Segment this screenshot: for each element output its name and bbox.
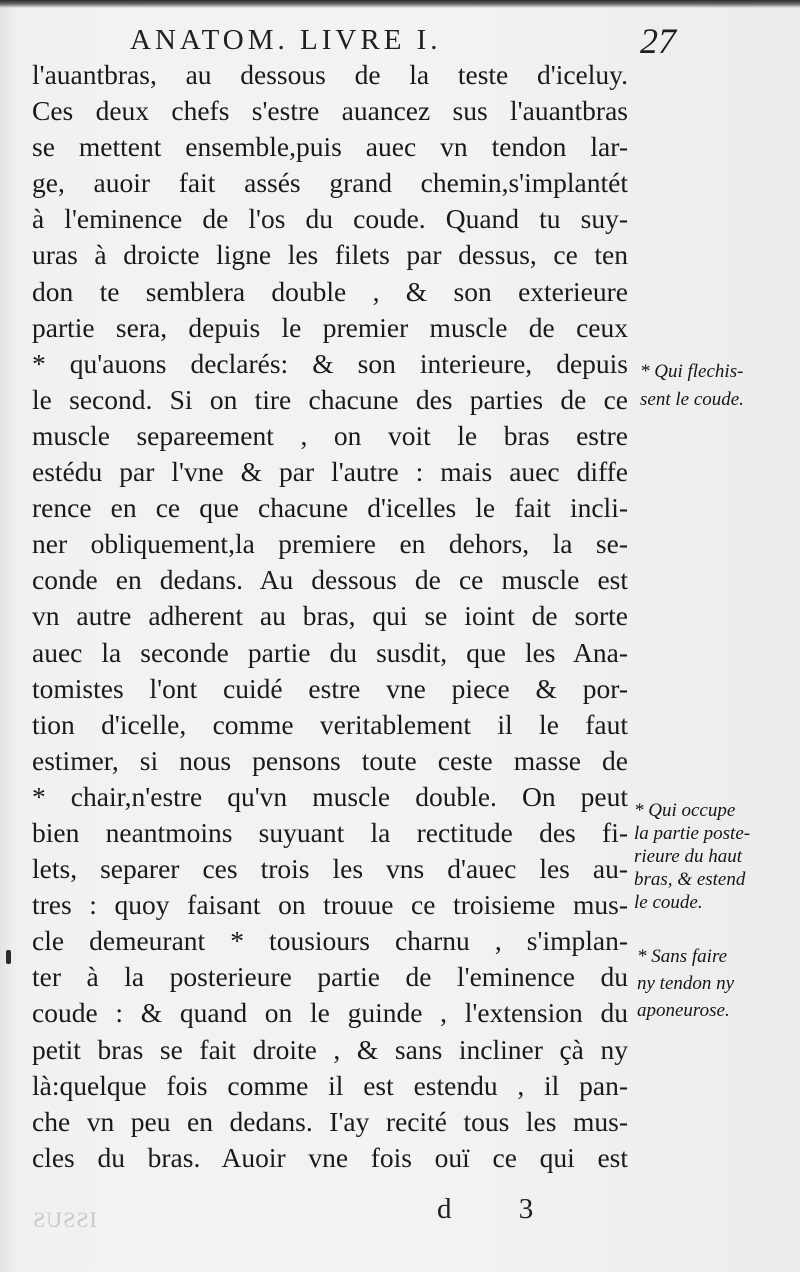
margin-note-line: aponeurose.: [637, 1000, 730, 1021]
show-through-text: ISSUS: [32, 1207, 97, 1232]
page-number: 27: [640, 21, 676, 61]
page-edge-shadow: [0, 0, 800, 8]
text-line: bien neantmoins suyuant la rectitude des fi-: [32, 816, 628, 848]
margin-note-3: [637, 943, 734, 1024]
text-line: partie sera, depuis le premier muscle de ceux: [32, 311, 628, 343]
text-line: à l'eminence de l'os du coude. Quand tu suy-: [32, 203, 628, 235]
text-line: se mettent ensemble,puis auec vn tendon lar-: [32, 131, 628, 163]
text-line: uras à droicte ligne les filets par dessus, ce ten: [32, 239, 628, 271]
text-line: l'auantbras, au dessous de la teste d'iceluy.: [32, 59, 628, 90]
margin-note-2: [634, 799, 750, 914]
margin-note-line: sent le coude.: [640, 389, 744, 410]
text-line: estédu par l'vne & par l'autre : mais auec diffe: [32, 456, 628, 488]
text-line: coude : & quand on le guinde , l'extension du: [32, 997, 628, 1029]
text-line: Ces deux chefs s'estre auancez sus l'auantbras: [32, 95, 628, 127]
margin-note-line: rieure du haut: [634, 846, 743, 867]
text-line: tomistes l'ont cuidé estre vne piece & por-: [32, 672, 628, 704]
margin-note-line: la partie poste-: [634, 823, 751, 844]
text-line: muscle separeement , on voit le bras estre: [32, 419, 628, 451]
text-line: don te semblera double , & son exterieure: [32, 275, 628, 307]
body-text-block: [32, 57, 628, 1176]
margin-speck: [6, 950, 11, 964]
text-line: ter à la posterieure partie de l'eminence du: [32, 961, 628, 993]
text-line: auec la seconde partie du susdit, que les Ana-: [32, 636, 628, 668]
text-line: tres : quoy faisant on trouue ce troisieme mus-: [32, 889, 628, 921]
running-head: ANATOM. LIVRE I.: [130, 24, 442, 56]
text-line: cles du bras. Auoir vne fois ouï ce qui est: [32, 1141, 628, 1173]
margin-note-line: * Sans faire: [637, 946, 728, 967]
text-line: petit bras se fait droite , & sans incliner çà ny: [32, 1033, 628, 1065]
margin-note-1: [640, 358, 744, 414]
text-line: che vn peu en dedans. I'ay recité tous les mus-: [32, 1105, 628, 1137]
text-line: rence en ce que chacune d'icelles le fait incli-: [32, 492, 628, 524]
text-line: là:quelque fois comme il est estendu , il pan-: [32, 1069, 628, 1101]
text-line: cle demeurant * tousiours charnu , s'implan-: [32, 925, 628, 957]
text-line: * chair,n'estre qu'vn muscle double. On peut: [32, 780, 628, 812]
text-line: estimer, si nous pensons toute ceste masse de: [32, 744, 628, 776]
text-line: ge, auoir fait assés grand chemin,s'implantét: [32, 167, 628, 199]
margin-note-line: le coude.: [634, 892, 703, 913]
margin-note-line: * Qui flechis-: [640, 361, 744, 382]
text-line: ner obliquement,la premiere en dehors, la se-: [32, 528, 628, 560]
text-line: le second. Si on tire chacune des parties de ce: [32, 383, 628, 415]
margin-note-line: bras, & estend: [634, 869, 746, 890]
margin-note-line: ny tendon ny: [637, 973, 735, 994]
text-line: tion d'icelle, comme veritablement il le faut: [32, 708, 628, 740]
text-line: * qu'auons declarés: & son interieure, depuis: [32, 347, 628, 379]
text-line: conde en dedans. Au dessous de ce muscle est: [32, 564, 628, 596]
signature-mark: d 3: [437, 1193, 564, 1225]
text-line: lets, separer ces trois les vns d'auec les au-: [32, 853, 628, 885]
margin-note-line: * Qui occupe: [634, 800, 736, 821]
text-line: vn autre adherent au bras, qui se ioint de sorte: [32, 600, 628, 632]
